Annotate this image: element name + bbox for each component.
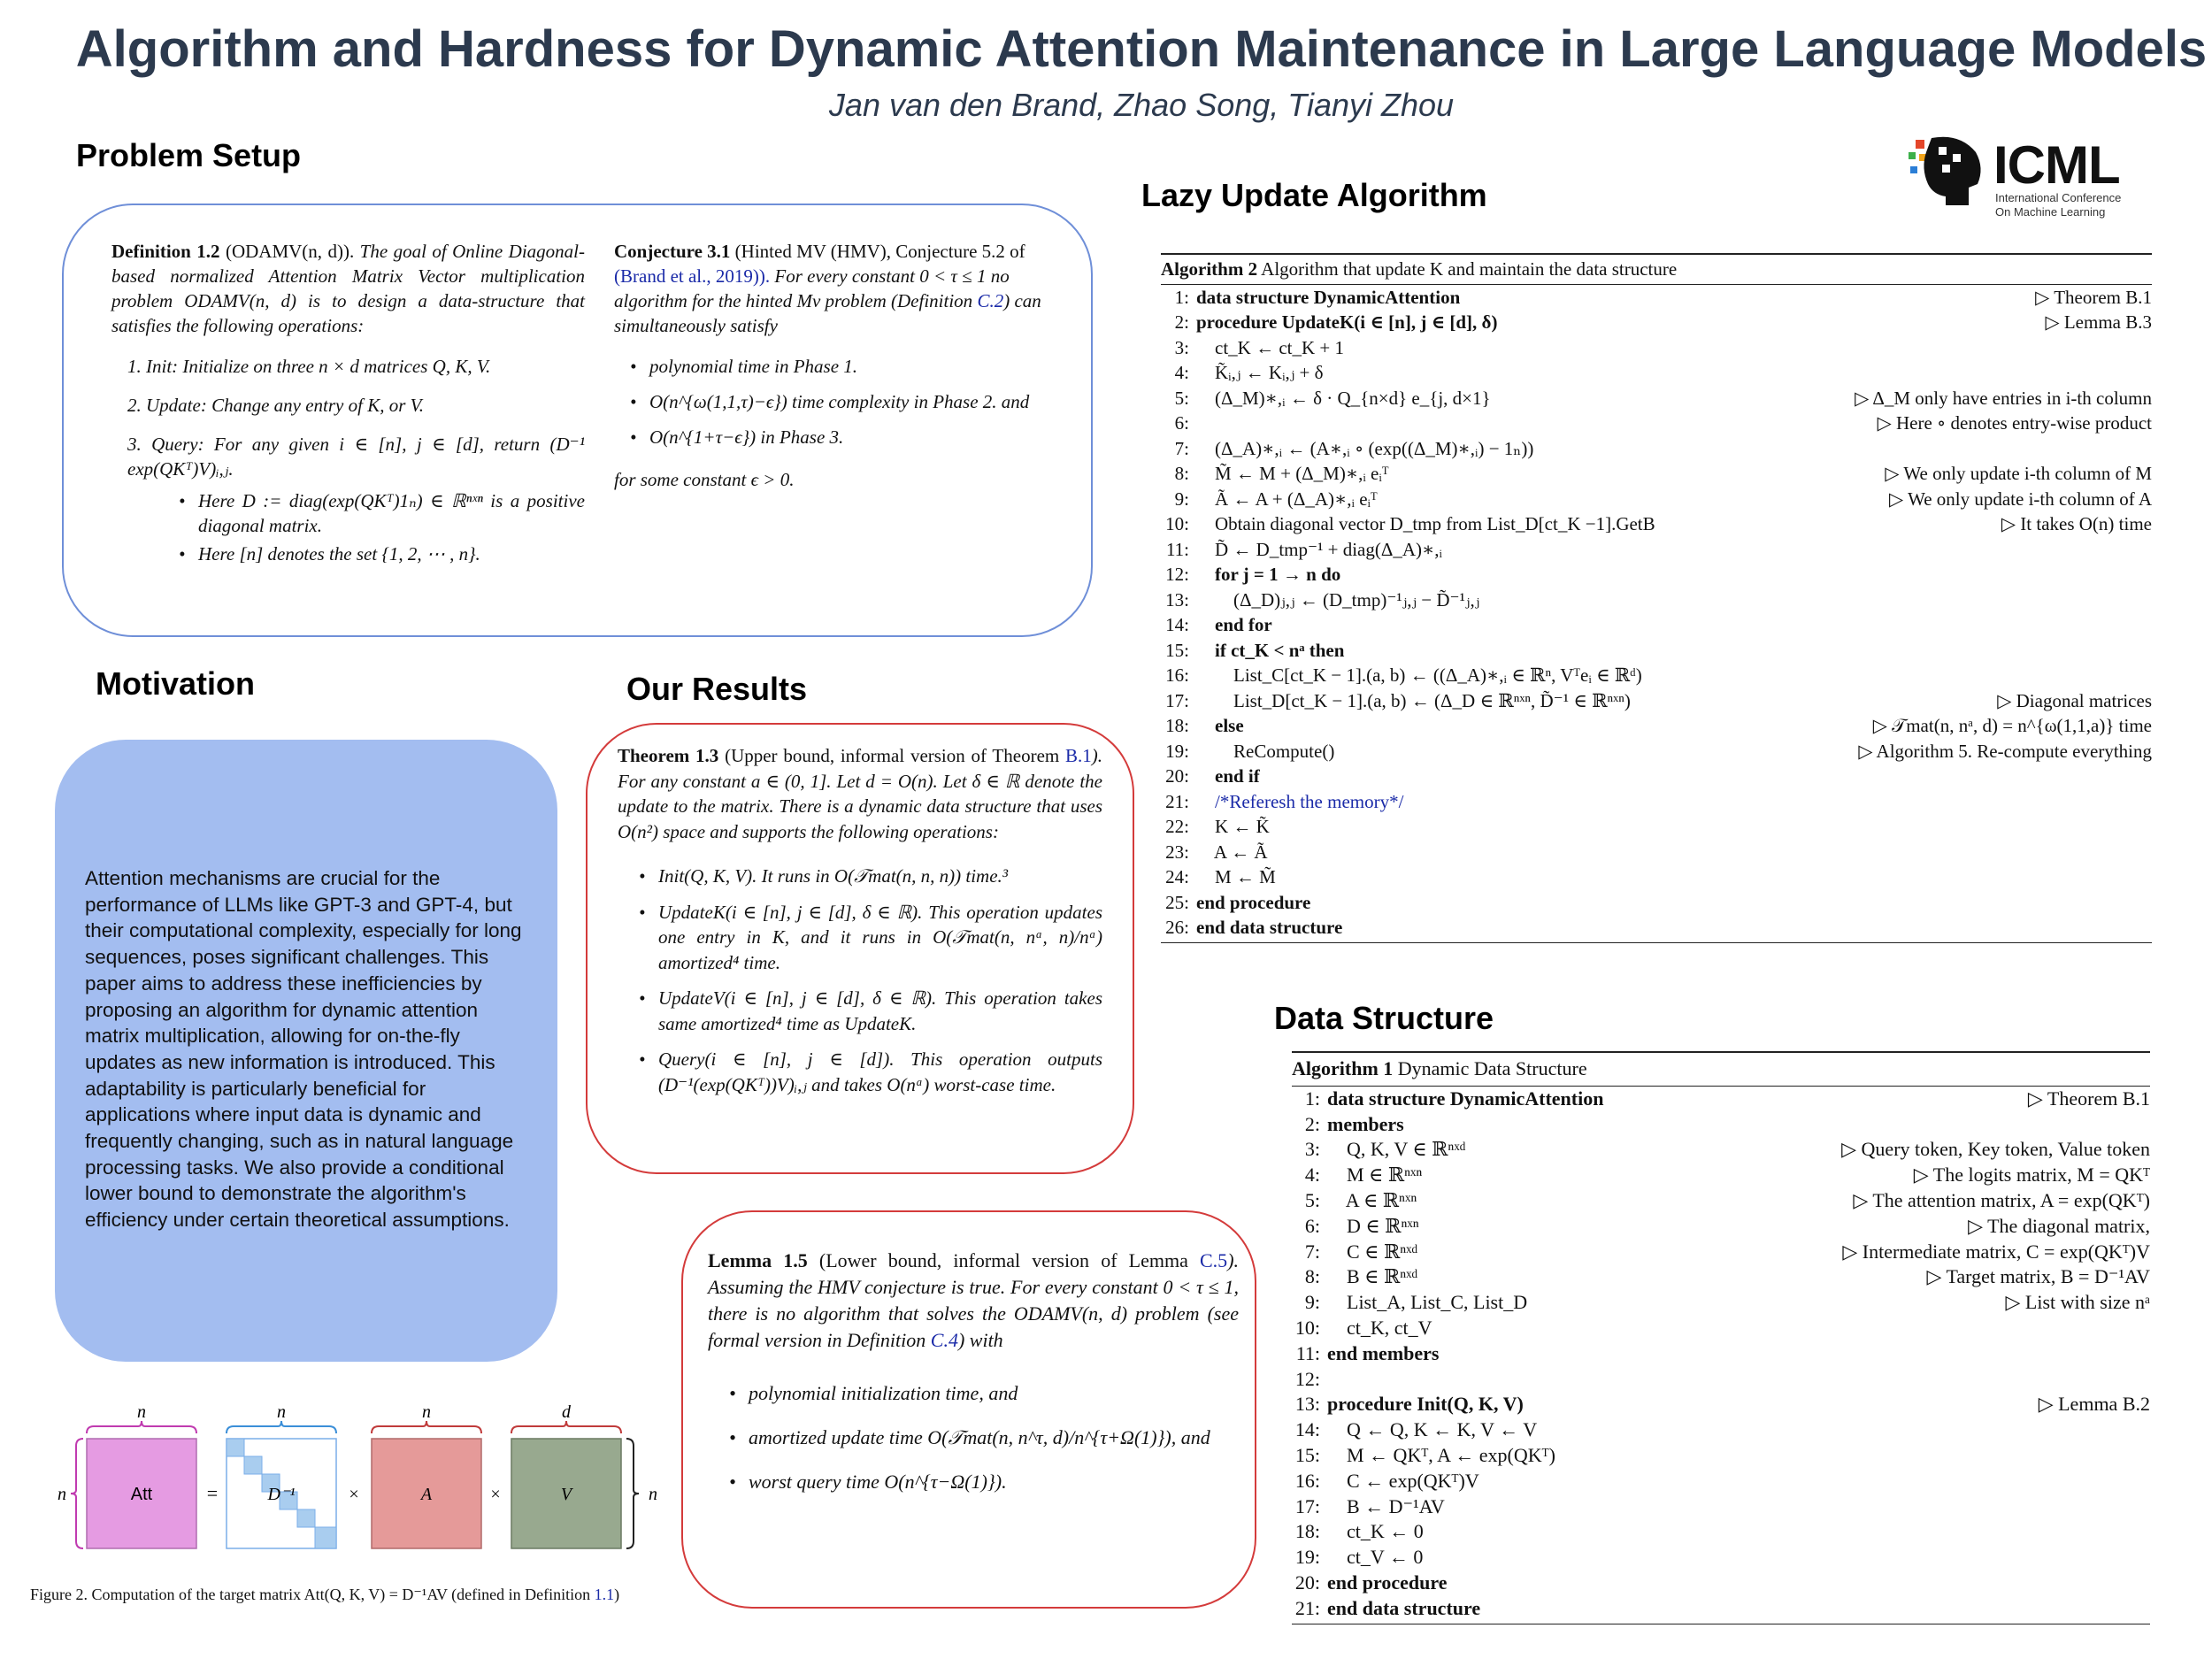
times-sign-2: ×: [490, 1485, 501, 1504]
alg-line-number: 7:: [1304, 1240, 1320, 1263]
alg-line: [1292, 1443, 2150, 1469]
alg-line-comment: ▷ Algorithm 5. Re-compute everything: [1858, 740, 2152, 762]
alg-line-number: 4:: [1304, 1164, 1320, 1187]
alg-line: [1161, 814, 2152, 840]
definition-body: The goal of Online Diagonal-based normalized Attention Matrix Vector multiplication problem ODAMV(n, d) is to design a data-structure that satisfies the following operations:: [111, 241, 586, 336]
alg-line-number: 6:: [1304, 1214, 1320, 1237]
alg-line: [1161, 663, 2152, 688]
theorem-item-2: • UpdateK(i ∈ [n], j ∈ [d], δ ∈ ℝ). This operation updates one entry in K, and it runs in O(𝒯mat(n, nᵃ, n)/nᵃ) amortized⁴ time.: [634, 900, 1102, 976]
section-data-structure: Data Structure: [1274, 1000, 1494, 1036]
brace-right: [626, 1439, 639, 1548]
alg-line: [1161, 310, 2152, 335]
alg-line-number: 8:: [1304, 1265, 1320, 1288]
figure-caption-ref[interactable]: 1.1: [594, 1586, 615, 1603]
alg-line: [1292, 1519, 2150, 1545]
conjecture-head: Conjecture 3.1: [614, 241, 731, 262]
alg-line: [1292, 1163, 2150, 1188]
lemma-ref-link[interactable]: C.5: [1200, 1249, 1228, 1271]
conjecture-item-1: • polynomial time in Phase 1.: [625, 354, 1056, 379]
theorem-body: ). For any constant a ∈ (0, 1]. Let d = O(n). Let δ ∈ ℝ denote the update to the matrix. There is a dynamic data structure that uses O(n²) space and supports the following operations:: [618, 745, 1103, 842]
alg-line-code: B ∈ ℝⁿˣᵈ: [1327, 1265, 1418, 1288]
definition-subitem-1: • Here D := diag(exp(QKᵀ)1ₙ) ∈ ℝⁿˣⁿ is a positive diagonal matrix.: [173, 488, 585, 538]
alg-line: [1161, 511, 2152, 537]
icml-brain-icon: [1907, 133, 1986, 217]
definition-item-3: 3. Query: For any given i ∈ [n], j ∈ [d], return (D⁻¹ exp(QKᵀ)V)ᵢ,ⱼ.: [127, 434, 585, 480]
alg-line-comment: ▷ Lemma B.3: [2045, 311, 2152, 333]
alg-line: [1161, 411, 2152, 436]
alg-line-code: C ← exp(QKᵀ)V: [1327, 1469, 1479, 1492]
equals-sign: =: [206, 1482, 219, 1504]
lemma-intro: [708, 1248, 1239, 1354]
alg-line-code: List_A, List_C, List_D: [1327, 1291, 1528, 1314]
alg-line: [1161, 789, 2152, 815]
alg-line-comment: ▷ Target matrix, B = D⁻¹AV: [1926, 1265, 2150, 1288]
alg-line-code: if ct_K < nᵃ then: [1196, 639, 1345, 661]
alg-line-code: Q, K, V ∈ ℝⁿˣᵈ: [1327, 1138, 1466, 1161]
alg-line: [1292, 1087, 2150, 1112]
alg-line-number: 21:: [1165, 790, 1189, 812]
alg-line-code: end data structure: [1196, 917, 1343, 938]
alg-line-number: 19:: [1294, 1546, 1320, 1569]
alg-line-number: 19:: [1165, 740, 1189, 762]
alg-line-comment: ▷ Δ_M only have entries in i-th column: [1855, 387, 2152, 409]
alg-line-number: 4:: [1174, 362, 1189, 383]
alg-line-number: 15:: [1294, 1443, 1320, 1466]
alg-line-code: M ∈ ℝⁿˣⁿ: [1327, 1164, 1423, 1187]
conjecture-item-2: • O(n^{ω(1,1,τ)−ϵ}) time complexity in Phase 2. and: [625, 389, 1056, 414]
brace-dinv: [227, 1421, 336, 1433]
alg-line-code: List_C[ct_K − 1].(a, b) ← ((Δ_A)∗,ᵢ ∈ ℝⁿ, Vᵀeᵢ ∈ ℝᵈ): [1196, 664, 1642, 686]
alg-line: [1292, 1392, 2150, 1417]
alg-line-comment: ▷ Diagonal matrices: [1997, 689, 2152, 711]
conjecture-block: [614, 239, 1056, 492]
alg-line-number: 26:: [1165, 917, 1189, 938]
alg-line-number: 7:: [1174, 437, 1189, 459]
alg-line: [1161, 713, 2152, 739]
alg-line: [1292, 1571, 2150, 1596]
theorem-intro: [618, 743, 1102, 844]
alg-line-number: 9:: [1304, 1291, 1320, 1314]
alg-line: [1292, 1240, 2150, 1265]
alg-line-code: (Δ_M)∗,ᵢ ← δ · Q_{n×d} e_{j, d×1}: [1196, 387, 1491, 409]
alg-line-number: 10:: [1165, 513, 1189, 534]
poster-title: Algorithm and Hardness for Dynamic Attention Maintenance in Large Language Models: [75, 20, 2208, 78]
alg-line: [1292, 1214, 2150, 1240]
alg-line-comment: ▷ Theorem B.1: [2035, 286, 2152, 308]
alg-line-code: Q ← Q, K ← K, V ← V: [1327, 1418, 1538, 1441]
alg-line-code: [1327, 1367, 2150, 1393]
alg-line-number: 16:: [1294, 1469, 1320, 1492]
motivation-text: Attention mechanisms are crucial for the performance of LLMs like GPT-3 and GPT-4, but their computational complexity, especially for long sequences, poses significant challenges. This paper aims to address these inefficiencies by proposing an algorithm for dynamic attention matrix multiplication, allowing for on-the-fly updates as new information is introduced. This adaptability is particularly beneficial for applications where input data is dynamic and frequently changing, such as in natural language processing tasks. We also provide a conditional lower bound to demonstrate the algorithm's efficiency under certain theoretical assumptions.: [85, 867, 522, 1232]
conjecture-items: [614, 354, 1056, 449]
conjecture-footer: for some constant ϵ > 0.: [614, 469, 795, 490]
alg-line: [1161, 864, 2152, 890]
lemma-block: [708, 1248, 1239, 1495]
alg-line-code: end if: [1196, 765, 1260, 787]
alg-line-number: 24:: [1165, 866, 1189, 887]
alg-line-comment: ▷ 𝒯mat(n, nᵃ, d) = n^{ω(1,1,a)} time: [1872, 715, 2152, 736]
definition-name: (ODAMV(n, d)).: [225, 241, 355, 262]
alg-line: [1292, 1290, 2150, 1316]
alg-line-code: ct_K ← ct_K + 1: [1196, 336, 1344, 358]
label-left: n: [58, 1485, 66, 1504]
definition-subitem-2: • Here [n] denotes the set {1, 2, ⋯ , n}.: [173, 541, 585, 566]
alg-line: [1161, 537, 2152, 563]
alg2-title-rest: Algorithm that update K and maintain the data structure: [1261, 258, 1678, 280]
alg-line-code: end for: [1196, 614, 1272, 635]
lemma-item-3: • worst query time O(n^{τ−Ω(1)}).: [724, 1469, 1239, 1495]
conjecture-item-3: • O(n^{1+τ−ϵ}) in Phase 3.: [625, 425, 1056, 449]
alg-line-code: [1196, 411, 1878, 436]
alg-line: [1292, 1545, 2150, 1571]
alg-line-number: 11:: [1165, 538, 1189, 560]
figure-caption-end: ): [614, 1586, 620, 1603]
lemma-item-2: • amortized update time O(𝒯mat(n, n^τ, d)/n^{τ+Ω(1)}), and: [724, 1425, 1239, 1451]
definition-item-1: 1. Init: Initialize on three n × d matrices Q, K, V.: [127, 356, 491, 377]
alg-line-code: ReCompute(): [1196, 740, 1335, 762]
alg-line-comment: ▷ Here ∘ denotes entry-wise product: [1877, 412, 2152, 434]
algorithm-1: [1292, 1051, 2150, 1624]
alg-line-number: 2:: [1174, 311, 1189, 333]
alg-line-number: 15:: [1165, 639, 1189, 661]
label-top-1: n: [137, 1405, 146, 1422]
alg-line-code: procedure UpdateK(i ∈ [n], j ∈ [d], δ): [1196, 311, 1498, 333]
label-top-2: n: [277, 1405, 286, 1422]
theorem-item-1: • Init(Q, K, V). It runs in O(𝒯mat(n, n, n)) time.³: [634, 864, 1102, 889]
alg-line-code: end procedure: [1196, 891, 1311, 913]
alg-line-number: 12:: [1165, 564, 1189, 585]
lemma-body-2: ) with: [957, 1329, 1003, 1351]
a-label: A: [420, 1485, 433, 1504]
alg-line-code: members: [1327, 1112, 1404, 1135]
alg-line-number: 5:: [1304, 1188, 1320, 1211]
lemma-intro-text: (Lower bound, informal version of Lemma: [818, 1249, 1188, 1271]
times-sign-1: ×: [349, 1485, 359, 1504]
definition-block: [111, 239, 585, 566]
alg-line-number: 3:: [1174, 336, 1189, 358]
alg-line-code: M̃ ← M + (Δ_M)∗,ᵢ eᵢᵀ: [1196, 463, 1389, 484]
alg-line-code: Obtain diagonal vector D_tmp from List_D[ct_K −1].GetB: [1196, 513, 1655, 534]
alg2-title: [1161, 255, 2152, 284]
lemma-body: ). Assuming the HMV conjecture is true. For every constant 0 < τ ≤ 1, there is no algorithm that solves the ODAMV(n, d) problem (see formal version in Definition: [708, 1249, 1240, 1351]
alg-line: [1161, 739, 2152, 764]
alg-line: [1292, 1341, 2150, 1367]
alg-line-number: 11:: [1295, 1341, 1320, 1364]
alg-line-code: C ∈ ℝⁿˣᵈ: [1327, 1240, 1418, 1263]
definition-intro: [111, 239, 585, 338]
alg-line-number: 18:: [1165, 715, 1189, 736]
alg-line: [1161, 915, 2152, 941]
alg-line-code: for j = 1 → n do: [1196, 564, 1341, 585]
alg-line: [1161, 688, 2152, 714]
alg-line-code: ct_V ← 0: [1327, 1546, 1424, 1569]
alg-line-code: Ã ← A + (Δ_A)∗,ᵢ eᵢᵀ: [1196, 488, 1378, 510]
alg-line: [1292, 1316, 2150, 1341]
alg-line: [1292, 1417, 2150, 1443]
alg-line: [1161, 285, 2152, 311]
alg-line-code: data structure DynamicAttention: [1196, 286, 1461, 308]
icml-logo-line2: On Machine Learning: [1995, 205, 2106, 219]
alg-line-code: B ← D⁻¹AV: [1327, 1494, 1445, 1517]
alg2-bottom-rule: [1161, 942, 2152, 943]
v-label: V: [560, 1485, 572, 1504]
alg2-lines: [1161, 285, 2152, 941]
figure-caption-text: Figure 2. Computation of the target matrix Att(Q, K, V) = D⁻¹AV (defined in Definition: [30, 1586, 591, 1603]
alg-line-number: 6:: [1174, 412, 1189, 434]
definition-head: Definition 1.2: [111, 241, 220, 262]
label-top-3: n: [422, 1405, 431, 1422]
alg-line-code: M ← QKᵀ, A ← exp(QKᵀ): [1327, 1443, 1555, 1466]
alg-line-code: K̃ᵢ,ⱼ ← Kᵢ,ⱼ + δ: [1196, 362, 1324, 383]
alg-line-number: 17:: [1165, 689, 1189, 711]
brace-left: [71, 1439, 83, 1548]
alg-line-code: A ∈ ℝⁿˣⁿ: [1327, 1188, 1417, 1211]
alg-line-number: 17:: [1294, 1494, 1320, 1517]
alg-line: [1161, 360, 2152, 386]
attention-figure: [53, 1405, 672, 1582]
figure-caption: [30, 1584, 703, 1605]
alg-line-comment: ▷ The diagonal matrix,: [1968, 1214, 2150, 1237]
alg-line-code: ct_K ← 0: [1327, 1520, 1424, 1543]
conjecture-intro-text: (Hinted MV (HMV), Conjecture 5.2 of: [734, 241, 1025, 262]
theorem-item-4: • Query(i ∈ [n], j ∈ [d]). This operation outputs (D⁻¹(exp(QKᵀ))V)ᵢ,ⱼ and takes O(nᵃ) worst-case time.: [634, 1047, 1102, 1097]
alg-line-code: procedure Init(Q, K, V): [1327, 1393, 1524, 1416]
alg-line-code: D̃ ← D_tmp⁻¹ + diag(Δ_A)∗,ᵢ: [1196, 538, 1442, 560]
alg-line-code: A ← Ã: [1196, 841, 1268, 863]
conjecture-intro: [614, 239, 1056, 338]
alg-line-comment: ▷ It takes O(n) time: [2001, 513, 2152, 534]
alg-line-comment: ▷ The logits matrix, M = QKᵀ: [1913, 1164, 2150, 1187]
section-lazy-update: Lazy Update Algorithm: [1141, 177, 1487, 213]
alg-line-code: List_D[ct_K − 1].(a, b) ← (Δ_D ∈ ℝⁿˣⁿ, D̃⁻¹ ∈ ℝⁿˣⁿ): [1196, 689, 1631, 711]
lemma-items: [708, 1380, 1239, 1495]
alg-line-number: 14:: [1294, 1418, 1320, 1441]
alg-line-code: end members: [1327, 1341, 1440, 1364]
alg-line-comment: ▷ We only update i-th column of A: [1889, 488, 2152, 510]
theorem-items: [618, 864, 1102, 1097]
section-our-results: Our Results: [626, 671, 808, 707]
alg-line-code: else: [1196, 715, 1244, 736]
icml-logo-name: ICML: [1993, 135, 2120, 195]
conjecture-ref-link[interactable]: C.2: [977, 290, 1004, 311]
alg1-title: [1292, 1053, 2150, 1086]
theorem-item-3: • UpdateV(i ∈ [n], j ∈ [d], δ ∈ ℝ). This operation takes same amortized⁴ time as UpdateK.: [634, 986, 1102, 1036]
alg-line-number: 10:: [1294, 1316, 1320, 1339]
alg-line-number: 13:: [1294, 1393, 1320, 1416]
alg-line-number: 8:: [1174, 463, 1189, 484]
alg-line-number: 5:: [1174, 387, 1189, 409]
alg-line: [1161, 386, 2152, 411]
alg-line: [1161, 562, 2152, 588]
theorem-head: Theorem 1.3: [618, 745, 719, 766]
alg-line: [1161, 764, 2152, 789]
definition-subitems: [111, 488, 585, 566]
brace-v: [511, 1421, 621, 1433]
lemma-item-1: • polynomial initialization time, and: [724, 1380, 1239, 1407]
conjecture-body: For every constant 0 < τ ≤ 1 no algorithm for the hinted Mv problem (Definition: [614, 265, 1010, 311]
alg-line-code: end procedure: [1327, 1571, 1448, 1594]
alg-line: [1161, 612, 2152, 638]
alg-line-number: 21:: [1294, 1596, 1320, 1619]
alg-line-comment: ▷ Lemma B.2: [2038, 1393, 2150, 1416]
alg-line-code: M ← M̃: [1196, 866, 1276, 887]
alg-line: [1292, 1188, 2150, 1214]
alg-line-number: 20:: [1165, 765, 1189, 787]
alg-line-number: 1:: [1174, 286, 1189, 308]
alg-line-comment: ▷ Query token, Key token, Value token: [1841, 1138, 2150, 1161]
alg-line-comment: ▷ Intermediate matrix, C = exp(QKᵀ)V: [1842, 1240, 2150, 1263]
alg1-lines: [1292, 1087, 2150, 1622]
alg-line: [1161, 840, 2152, 865]
label-top-4: d: [562, 1405, 571, 1422]
att-label: Att: [130, 1485, 153, 1504]
alg-line-code: end data structure: [1327, 1596, 1481, 1619]
alg-line: [1292, 1264, 2150, 1290]
alg-line-number: 14:: [1165, 614, 1189, 635]
lemma-head: Lemma 1.5: [708, 1249, 808, 1271]
conjecture-cite-link[interactable]: (Brand et al., 2019)).: [614, 265, 771, 287]
alg-line-number: 13:: [1165, 588, 1189, 611]
authors: Jan van den Brand, Zhao Song, Tianyi Zhou: [828, 87, 1455, 123]
section-problem-setup: Problem Setup: [76, 137, 302, 173]
alg-line-number: 22:: [1165, 816, 1189, 837]
alg-line: [1292, 1137, 2150, 1163]
alg-line: [1161, 588, 2152, 613]
alg-line-code: D ∈ ℝⁿˣⁿ: [1327, 1214, 1419, 1237]
alg-line-number: 16:: [1165, 664, 1189, 686]
alg-line-number: 23:: [1165, 841, 1189, 863]
theorem-ref-link[interactable]: B.1: [1065, 745, 1092, 766]
alg-line: [1292, 1112, 2150, 1138]
theorem-intro-text: (Upper bound, informal version of Theorem: [725, 745, 1060, 766]
dinv-label: D⁻¹: [267, 1485, 296, 1504]
alg-line-code: (Δ_A)∗,ᵢ ← (A∗,ᵢ ∘ (exp((Δ_M)∗,ᵢ) − 1ₙ)): [1196, 437, 1534, 459]
alg-line-number: 20:: [1294, 1571, 1320, 1594]
alg-line-code: ct_K, ct_V: [1327, 1316, 1432, 1339]
alg-line: [1161, 487, 2152, 512]
alg-line: [1161, 461, 2152, 487]
alg-line-code: (Δ_D)ⱼ,ⱼ ← (D_tmp)⁻¹ⱼ,ⱼ − D̃⁻¹ⱼ,ⱼ: [1196, 588, 1480, 611]
definition-item-2: 2. Update: Change any entry of K, or V.: [127, 395, 424, 416]
alg-line: [1292, 1367, 2150, 1393]
alg-line-number: 3:: [1304, 1138, 1320, 1161]
theorem-block: [618, 743, 1102, 1097]
alg-line-number: 25:: [1165, 891, 1189, 913]
alg-line-number: 2:: [1304, 1112, 1320, 1135]
brace-a: [372, 1421, 481, 1433]
alg-line: [1161, 335, 2152, 361]
algorithm-2: [1161, 253, 2152, 943]
icml-logo: [1907, 133, 2154, 221]
alg-line-number: 9:: [1174, 488, 1189, 510]
alg-line: [1292, 1494, 2150, 1520]
lemma-ref2-link[interactable]: C.4: [930, 1329, 958, 1351]
alg-line-comment: ▷ We only update i-th column of M: [1885, 463, 2152, 484]
section-motivation: Motivation: [96, 665, 255, 702]
alg-line-number: 12:: [1294, 1367, 1320, 1390]
alg-line-comment: ▷ Theorem B.1: [2027, 1087, 2150, 1110]
label-right: n: [649, 1485, 657, 1504]
alg-line: [1292, 1469, 2150, 1494]
alg-line: [1292, 1596, 2150, 1622]
alg1-title-bold: Algorithm 1: [1292, 1057, 1394, 1079]
conjecture-body-2: ) can simultaneously satisfy: [614, 290, 1041, 336]
alg-line: [1161, 890, 2152, 916]
alg-line-number: 1:: [1304, 1087, 1320, 1110]
brace-att: [87, 1421, 196, 1433]
alg2-title-bold: Algorithm 2: [1161, 258, 1258, 280]
alg-line-number: 18:: [1294, 1520, 1320, 1543]
alg-line-code: data structure DynamicAttention: [1327, 1087, 1604, 1110]
alg-line-code: /*Referesh the memory*/: [1196, 790, 1404, 812]
alg-line: [1161, 436, 2152, 462]
alg-line-comment: ▷ The attention matrix, A = exp(QKᵀ): [1853, 1188, 2150, 1211]
alg-line-comment: ▷ List with size nᵃ: [2005, 1291, 2150, 1314]
alg-line: [1161, 638, 2152, 664]
alg-line-code: K ← K̃: [1196, 816, 1270, 837]
icml-logo-line1: International Conference: [1995, 191, 2122, 204]
alg1-title-rest: Dynamic Data Structure: [1397, 1057, 1587, 1079]
